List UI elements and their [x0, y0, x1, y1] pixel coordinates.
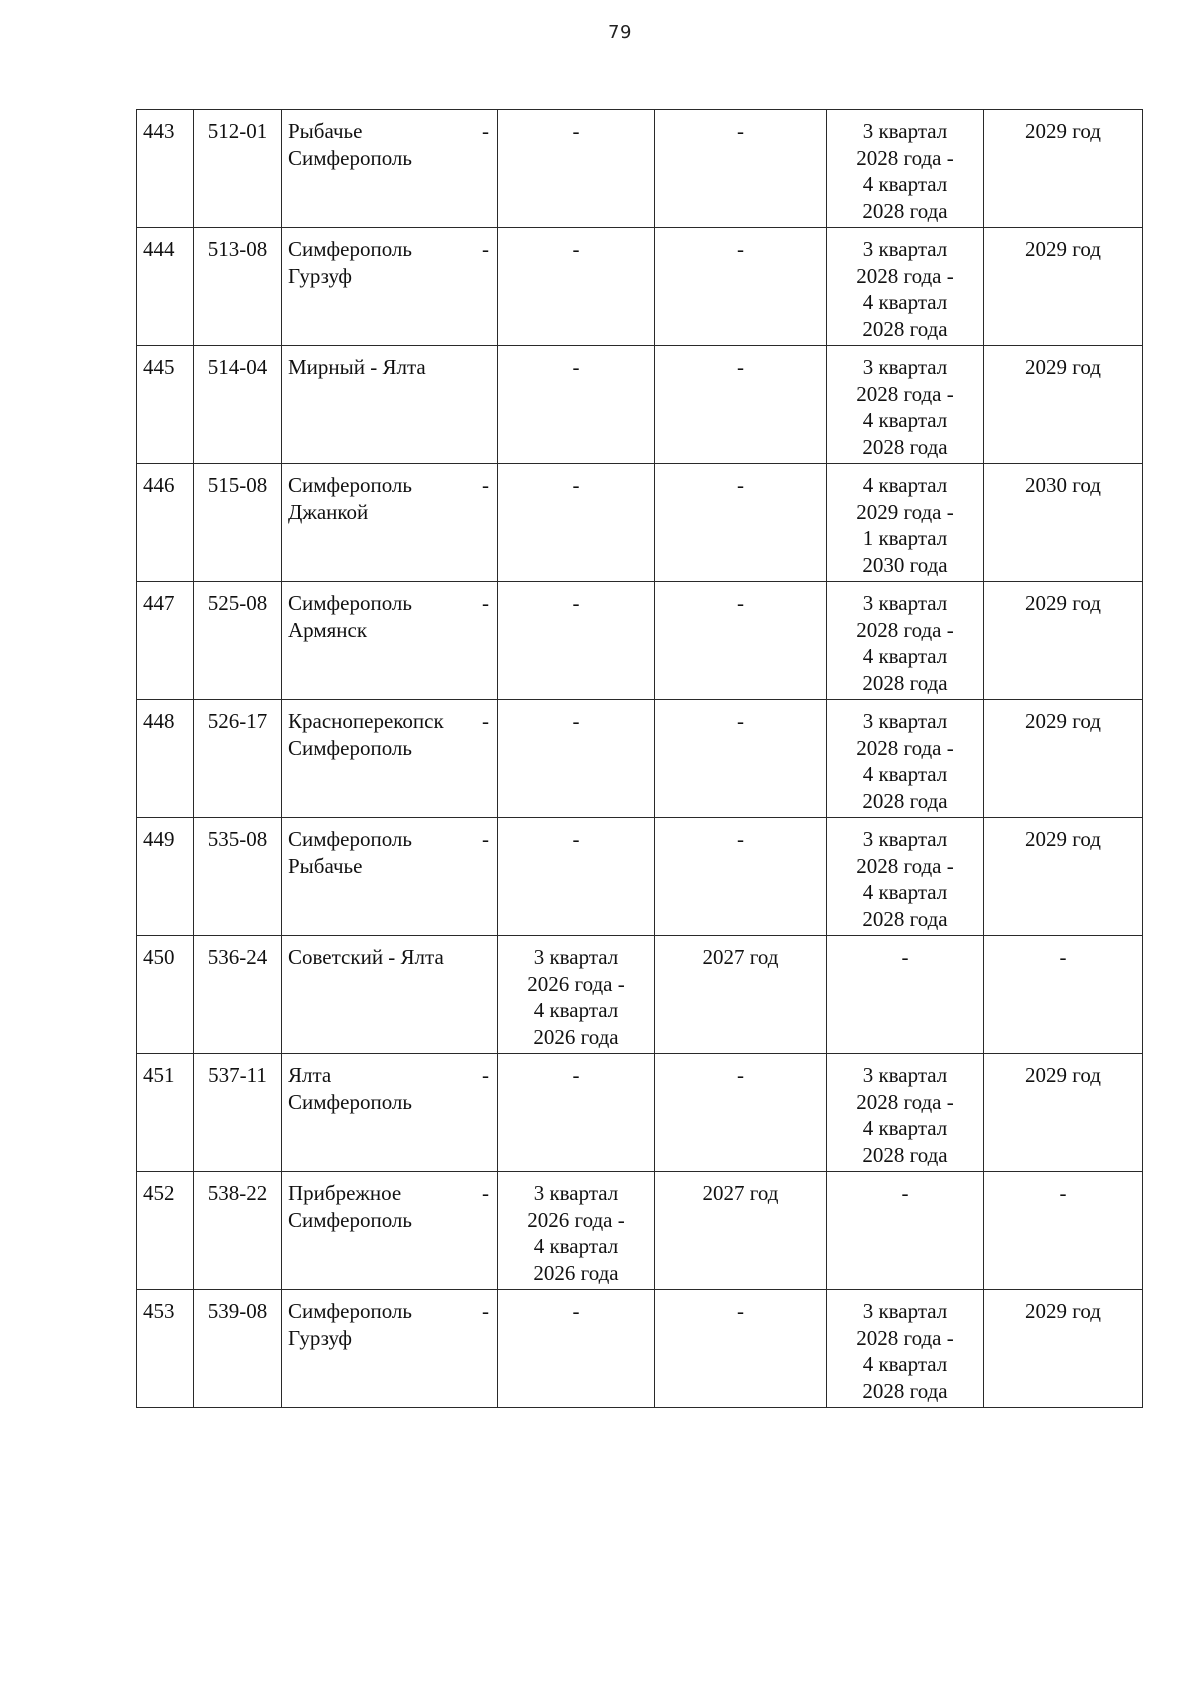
row-number-cell — [137, 464, 194, 582]
period-text: 3 квартал 2028 года - 4 квартал 2028 года — [856, 1299, 954, 1403]
year-cell — [655, 228, 827, 346]
year-text: - — [737, 473, 744, 497]
year-text: 2029 год — [1025, 1063, 1101, 1087]
period-text: - — [572, 709, 580, 733]
year-cell — [984, 110, 1143, 228]
year-cell — [655, 1054, 827, 1172]
year-text: - — [737, 355, 744, 379]
table-row — [137, 582, 1143, 700]
period-cell — [498, 110, 655, 228]
row-number: 450 — [143, 945, 175, 969]
period-text: - — [572, 1063, 580, 1087]
year-text: 2027 год — [702, 945, 779, 969]
row-number-cell — [137, 346, 194, 464]
route-name: Прибрежное Симферополь — [288, 1181, 412, 1232]
period-text: 3 квартал 2028 года - 4 квартал 2028 года — [856, 591, 954, 695]
route-code: 539-08 — [207, 1299, 268, 1323]
row-number: 453 — [143, 1299, 175, 1323]
period-cell — [498, 1172, 655, 1290]
route-code: 538-22 — [207, 1181, 268, 1205]
year-text: - — [1059, 1181, 1067, 1205]
route-name-cell — [282, 464, 498, 582]
route-code: 537-11 — [208, 1063, 267, 1087]
route-name: Красноперекопск Симферополь — [288, 709, 444, 760]
route-name: Рыбачье Симферополь — [288, 119, 412, 170]
year-cell — [984, 1172, 1143, 1290]
row-number-cell — [137, 818, 194, 936]
row-number-cell — [137, 582, 194, 700]
year-cell — [655, 818, 827, 936]
year-text: 2029 год — [1025, 709, 1101, 733]
period-cell — [498, 936, 655, 1054]
route-schedule-table — [136, 109, 1143, 1408]
period-text: - — [572, 827, 580, 851]
period-text: 3 квартал 2028 года - 4 квартал 2028 года — [856, 355, 954, 459]
period-cell — [498, 346, 655, 464]
table-row — [137, 1290, 1143, 1408]
period-cell — [827, 936, 984, 1054]
route-name-cell — [282, 1172, 498, 1290]
route-code: 535-08 — [207, 827, 268, 851]
table-row — [137, 700, 1143, 818]
route-code-cell — [194, 346, 282, 464]
year-text: - — [737, 1299, 744, 1323]
period-cell — [498, 1054, 655, 1172]
row-number-cell — [137, 1054, 194, 1172]
row-number: 449 — [143, 827, 175, 851]
year-cell — [984, 700, 1143, 818]
page-number: 79 — [608, 22, 632, 43]
period-text: 3 квартал 2028 года - 4 квартал 2028 года — [856, 827, 954, 931]
row-number-cell — [137, 1290, 194, 1408]
period-cell — [827, 1172, 984, 1290]
year-text: - — [737, 1063, 744, 1087]
table-row — [137, 110, 1143, 228]
year-cell — [655, 936, 827, 1054]
route-code-cell — [194, 818, 282, 936]
route-code-cell — [194, 228, 282, 346]
route-separator-dash: - — [482, 709, 489, 733]
route-name-cell — [282, 346, 498, 464]
route-code: 525-08 — [207, 591, 268, 615]
route-code-cell — [194, 1290, 282, 1408]
year-text: 2030 год — [1025, 473, 1101, 497]
period-text: 3 квартал 2028 года - 4 квартал 2028 года — [856, 709, 954, 813]
row-number: 452 — [143, 1181, 175, 1205]
route-separator-dash: - — [482, 1063, 489, 1087]
table-row — [137, 936, 1143, 1054]
year-text: 2029 год — [1025, 237, 1101, 261]
route-name-cell — [282, 818, 498, 936]
period-cell — [498, 818, 655, 936]
row-number-cell — [137, 110, 194, 228]
period-cell — [827, 464, 984, 582]
period-cell — [498, 582, 655, 700]
period-text: - — [572, 237, 580, 261]
year-cell — [655, 700, 827, 818]
period-cell — [827, 700, 984, 818]
period-cell — [827, 1290, 984, 1408]
year-text: 2029 год — [1025, 1299, 1101, 1323]
year-cell — [984, 818, 1143, 936]
route-code: 514-04 — [207, 355, 268, 379]
route-separator-dash: - — [482, 827, 489, 851]
year-cell — [984, 346, 1143, 464]
year-text: 2029 год — [1025, 355, 1101, 379]
year-cell — [984, 936, 1143, 1054]
route-code: 526-17 — [207, 709, 268, 733]
route-name: Советский - Ялта — [288, 945, 444, 969]
year-cell — [984, 228, 1143, 346]
year-text: 2029 год — [1025, 827, 1101, 851]
year-cell — [655, 582, 827, 700]
route-code: 512-01 — [207, 119, 268, 143]
row-number: 443 — [143, 119, 175, 143]
row-number: 451 — [143, 1063, 175, 1087]
route-name-cell — [282, 582, 498, 700]
period-cell — [498, 700, 655, 818]
row-number-cell — [137, 700, 194, 818]
row-number-cell — [137, 228, 194, 346]
route-code: 513-08 — [207, 237, 268, 261]
year-cell — [655, 464, 827, 582]
table-row — [137, 346, 1143, 464]
year-cell — [984, 1290, 1143, 1408]
period-cell — [498, 1290, 655, 1408]
period-text: 4 квартал 2029 года - 1 квартал 2030 года — [856, 473, 954, 577]
route-name-cell — [282, 1290, 498, 1408]
route-code-cell — [194, 464, 282, 582]
table-row — [137, 1054, 1143, 1172]
year-text: - — [737, 709, 744, 733]
period-text: 3 квартал 2028 года - 4 квартал 2028 года — [856, 237, 954, 341]
period-cell — [827, 818, 984, 936]
period-text: 3 квартал 2028 года - 4 квартал 2028 года — [856, 1063, 954, 1167]
route-name: Ялта Симферополь — [288, 1063, 412, 1114]
route-name: Симферополь Армянск — [288, 591, 412, 642]
year-text: - — [737, 237, 744, 261]
year-cell — [984, 1054, 1143, 1172]
period-text: 3 квартал 2028 года - 4 квартал 2028 года — [856, 119, 954, 223]
period-cell — [498, 228, 655, 346]
row-number: 447 — [143, 591, 175, 615]
route-code-cell — [194, 1054, 282, 1172]
period-text: - — [572, 355, 580, 379]
route-name-cell — [282, 228, 498, 346]
row-number: 448 — [143, 709, 175, 733]
route-name-cell — [282, 700, 498, 818]
period-cell — [827, 110, 984, 228]
year-text: 2029 год — [1025, 119, 1101, 143]
year-cell — [984, 464, 1143, 582]
period-text: - — [572, 591, 580, 615]
route-separator-dash: - — [482, 591, 489, 615]
row-number-cell — [137, 1172, 194, 1290]
year-text: - — [737, 591, 744, 615]
year-text: - — [737, 119, 744, 143]
route-separator-dash: - — [482, 473, 489, 497]
year-text: - — [737, 827, 744, 851]
year-text: 2029 год — [1025, 591, 1101, 615]
period-text: - — [901, 945, 909, 969]
route-name: Симферополь Рыбачье — [288, 827, 412, 878]
table-body — [137, 110, 1143, 1408]
route-name-cell — [282, 110, 498, 228]
row-number-cell — [137, 936, 194, 1054]
route-name: Симферополь Гурзуф — [288, 1299, 412, 1350]
route-code-cell — [194, 936, 282, 1054]
table-row — [137, 818, 1143, 936]
route-name: Мирный - Ялта — [288, 355, 426, 379]
period-text: - — [572, 473, 580, 497]
period-text: 3 квартал 2026 года - 4 квартал 2026 года — [527, 945, 625, 1049]
period-text: 3 квартал 2026 года - 4 квартал 2026 года — [527, 1181, 625, 1285]
route-code-cell — [194, 1172, 282, 1290]
year-cell — [655, 1172, 827, 1290]
period-cell — [827, 1054, 984, 1172]
route-name-cell — [282, 936, 498, 1054]
period-text: - — [572, 119, 580, 143]
year-text: 2027 год — [702, 1181, 779, 1205]
row-number: 445 — [143, 355, 175, 379]
route-separator-dash: - — [482, 237, 489, 261]
period-cell — [498, 464, 655, 582]
year-cell — [655, 110, 827, 228]
route-code: 515-08 — [207, 473, 268, 497]
route-code-cell — [194, 110, 282, 228]
route-separator-dash: - — [482, 1181, 489, 1205]
route-code-cell — [194, 700, 282, 818]
table-row — [137, 228, 1143, 346]
table-row — [137, 464, 1143, 582]
route-name: Симферополь Джанкой — [288, 473, 412, 524]
period-text: - — [572, 1299, 580, 1323]
year-cell — [984, 582, 1143, 700]
route-code: 536-24 — [207, 945, 268, 969]
route-name-cell — [282, 1054, 498, 1172]
row-number: 444 — [143, 237, 175, 261]
period-text: - — [901, 1181, 909, 1205]
route-name: Симферополь Гурзуф — [288, 237, 412, 288]
year-cell — [655, 1290, 827, 1408]
route-code-cell — [194, 582, 282, 700]
year-cell — [655, 346, 827, 464]
route-separator-dash: - — [482, 1299, 489, 1323]
period-cell — [827, 346, 984, 464]
route-separator-dash: - — [482, 119, 489, 143]
year-text: - — [1059, 945, 1067, 969]
period-cell — [827, 582, 984, 700]
row-number: 446 — [143, 473, 175, 497]
table-row — [137, 1172, 1143, 1290]
period-cell — [827, 228, 984, 346]
